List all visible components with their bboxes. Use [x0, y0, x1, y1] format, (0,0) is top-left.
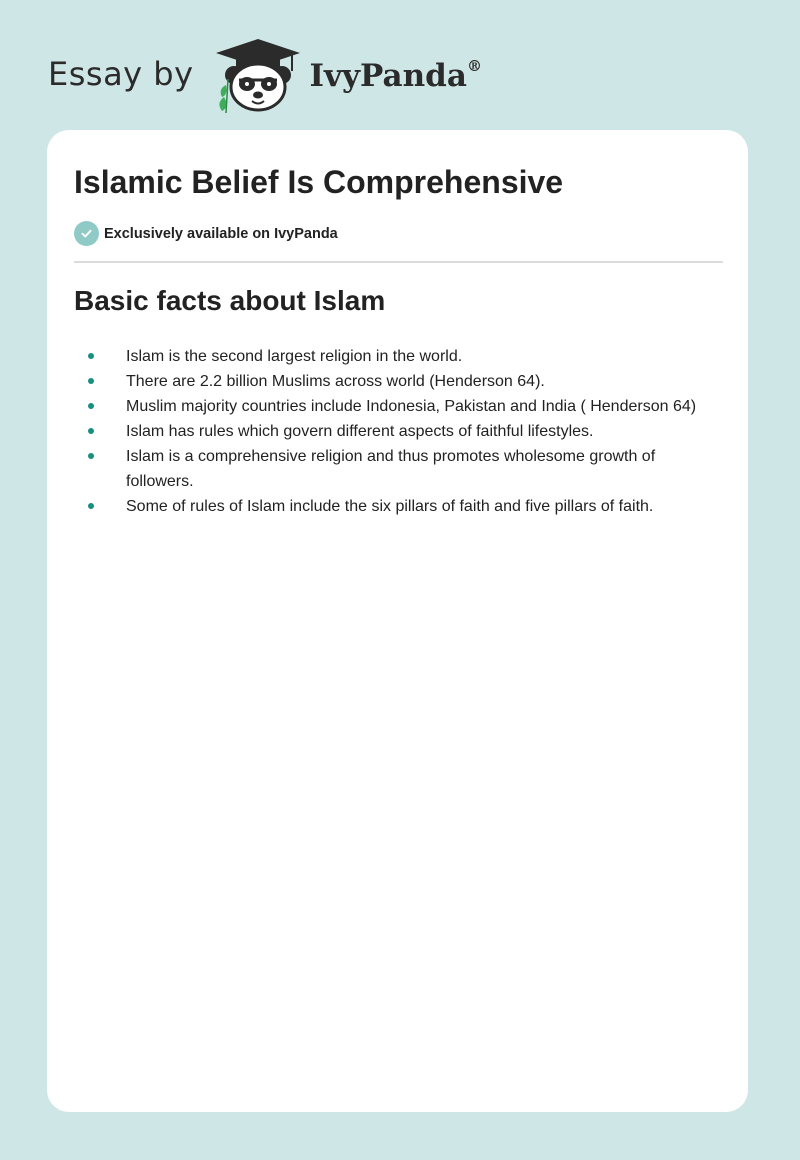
bullet-icon	[88, 353, 94, 359]
page-title: Islamic Belief Is Comprehensive	[74, 164, 564, 200]
brand-name[interactable]: IvyPanda®	[309, 56, 482, 94]
list-item: There are 2.2 billion Muslims across world (Henderson 64).	[126, 369, 726, 394]
checkmark-icon	[74, 221, 99, 246]
essay-by-label: Essay by	[48, 55, 194, 93]
article-card	[47, 130, 748, 1112]
registered-mark: ®	[466, 56, 482, 75]
facts-list	[126, 344, 726, 519]
list-item: Islam is a comprehensive religion and thus promotes wholesome growth of followers.	[126, 444, 726, 494]
exclusive-badge	[74, 221, 338, 246]
bullet-icon	[88, 503, 94, 509]
site-header	[48, 34, 482, 114]
divider	[74, 261, 723, 263]
ivy-leaf-icon	[219, 79, 228, 113]
list-item: Some of rules of Islam include the six pillars of faith and five pillars of faith.	[126, 494, 726, 519]
list-item: Islam has rules which govern different aspects of faithful lifestyles.	[126, 419, 726, 444]
bullet-icon	[88, 428, 94, 434]
section-title: Basic facts about Islam	[74, 285, 386, 316]
list-item: Islam is the second largest religion in the world.	[126, 344, 726, 369]
bullet-icon	[88, 453, 94, 459]
exclusive-badge-text: Exclusively available on IvyPanda	[104, 225, 338, 242]
bullet-icon	[88, 403, 94, 409]
bullet-icon	[88, 378, 94, 384]
panda-graduate-logo-icon	[212, 35, 304, 113]
list-item: Muslim majority countries include Indonesia, Pakistan and India ( Henderson 64)	[126, 394, 726, 419]
